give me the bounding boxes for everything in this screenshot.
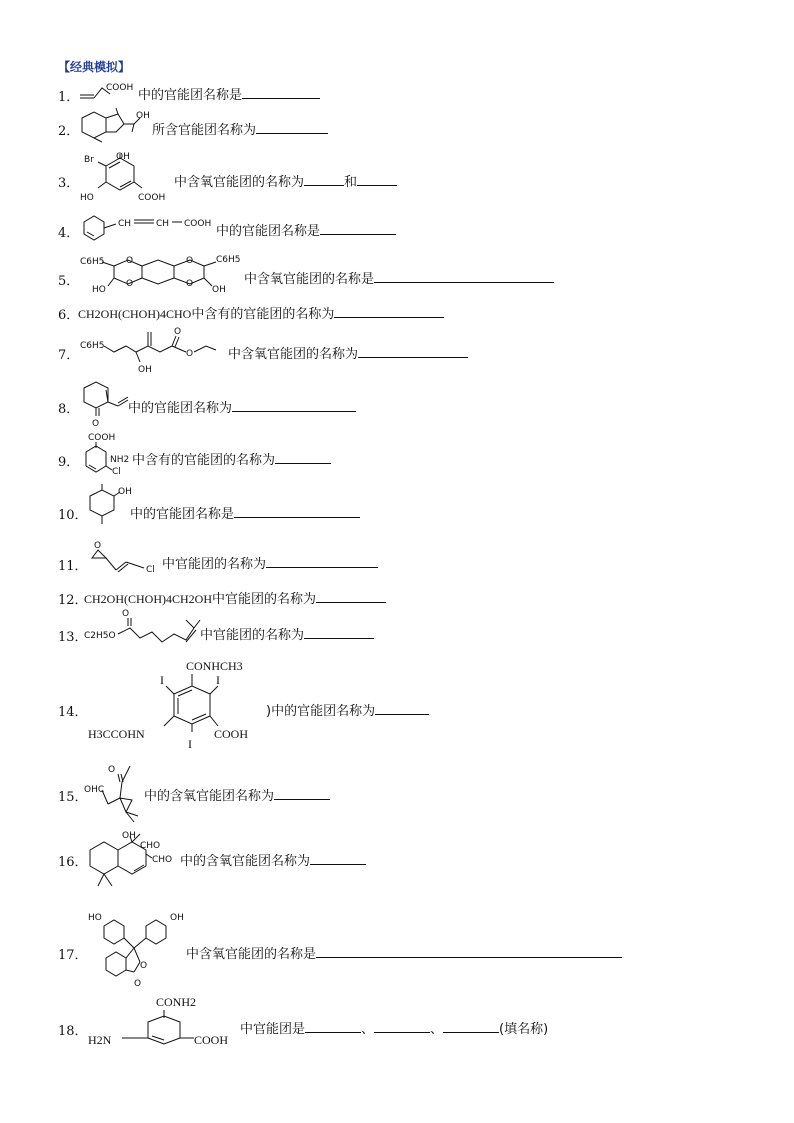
structure-q5 [78,248,248,295]
answer-blank[interactable] [274,787,330,800]
answer-blank[interactable] [334,305,444,318]
answer-blank[interactable] [304,173,344,186]
question-text-q4: 中的官能团名称是 [216,220,396,239]
question-number: 11． [58,559,88,574]
answer-blank[interactable] [304,626,374,639]
structure-q2 [76,106,156,146]
svg-text:H3CCOHN: H3CCOHN [88,727,145,741]
question-number: 17． [58,948,88,963]
structure-q13 [82,604,206,650]
answer-blank[interactable] [374,270,554,283]
svg-text:O: O [126,279,134,289]
svg-text:O: O [186,256,194,266]
answer-blank[interactable] [242,86,320,99]
svg-text:Br: Br [84,155,94,165]
svg-text:NH2: NH2 [110,455,130,465]
question-text-q15: 中的含氧官能团名称为 [144,785,330,804]
svg-text:Cl: Cl [146,565,155,575]
structure-q17 [84,906,194,992]
question-text-q16: 中的含氧官能团名称为 [180,850,366,869]
svg-text:CONH2: CONH2 [156,995,197,1009]
question-number: 16． [58,855,88,870]
answer-blank[interactable] [305,1020,361,1033]
answer-blank[interactable] [374,1020,430,1033]
answer-blank[interactable] [310,852,366,865]
formula: CH2OH(CHOH)4CH2OH [84,592,212,606]
question-number: 13． [58,630,88,645]
question-number: 18． [58,1024,88,1039]
answer-blank[interactable] [443,1020,499,1033]
structure-q15 [84,758,150,824]
structure-q7 [78,322,228,376]
answer-blank[interactable] [266,555,378,568]
svg-text:OH: OH [138,365,152,375]
question-number: 15． [58,790,88,805]
svg-text:O: O [126,256,134,266]
svg-text:HO: HO [80,193,94,203]
svg-text:C6H5: C6H5 [80,257,105,267]
structure-q3 [76,148,176,208]
svg-text:OH: OH [212,285,226,295]
structure-q11 [82,538,168,574]
question-text-q5: 中含氧官能团的名称是 [244,268,554,287]
structure-q1 [76,80,136,104]
question-number: 7． [58,348,80,363]
svg-text:C6H5: C6H5 [80,341,105,351]
question-number: 12． [58,593,88,608]
svg-text:COOH: COOH [138,193,166,203]
label: COOH [106,83,134,93]
svg-text:C2H5O: C2H5O [84,631,116,641]
question-text-q10: 中的官能团名称是 [130,503,360,522]
answer-blank[interactable] [375,702,429,715]
svg-text:COOH: COOH [184,219,212,229]
question-text-q17: 中含氧官能团的名称是 [186,943,622,962]
question-text-q8: 中的官能团名称为 [128,397,356,416]
svg-text:CONHCH3: CONHCH3 [186,659,243,673]
svg-text:HO: HO [88,913,102,923]
svg-text:OH: OH [116,152,130,162]
question-number: 10． [58,508,88,523]
structure-q16 [84,828,184,892]
structure-q4 [76,210,226,242]
svg-text:OH: OH [118,487,132,497]
question-number: 9． [58,455,80,470]
question-text-q6: CH2OH(CHOH)4CHO中含有的官能团的名称为 [78,303,444,322]
svg-text:COOH: COOH [214,727,249,741]
svg-text:O: O [186,279,194,289]
svg-text:OH: OH [136,111,150,121]
question-text-q12: CH2OH(CHOH)4CH2OH中官能团的名称为 [84,588,386,607]
svg-text:COOH: COOH [88,433,116,443]
answer-blank[interactable] [316,945,622,958]
question-text-q9: 中含有的官能团的名称为 [132,449,331,468]
svg-text:I: I [188,737,192,751]
question-number: 3． [58,176,80,191]
question-number: 8． [58,402,80,417]
answer-blank[interactable] [358,345,468,358]
svg-text:OHC: OHC [84,785,105,795]
svg-text:I: I [216,673,220,687]
answer-blank[interactable] [256,121,328,134]
question-text-q3: 中含氧官能团的名称为 和 [174,171,397,190]
svg-text:OH: OH [122,831,136,841]
question-number: 6． [58,308,80,323]
answer-blank[interactable] [320,222,396,235]
answer-blank[interactable] [316,590,386,603]
question-number: 14． [58,705,88,720]
question-number: 5． [58,274,80,289]
svg-text:C6H5: C6H5 [216,255,241,265]
svg-text:OH: OH [170,913,184,923]
question-text-q18: 中官能团是 、 、 (填名称) [240,1022,549,1037]
answer-blank[interactable] [357,173,397,186]
svg-text:CHO: CHO [140,841,161,851]
answer-blank[interactable] [234,505,360,518]
svg-text:O: O [92,419,100,429]
svg-text:I: I [160,673,164,687]
structure-q18 [84,990,244,1054]
svg-text:O: O [174,327,182,337]
question-text-q7: 中含氧官能团的名称为 [228,343,468,362]
question-text-q14: )中的官能团名称为 [266,700,429,719]
question-number: 2． [58,124,80,139]
structure-q14 [88,656,270,752]
answer-blank[interactable] [232,399,356,412]
svg-text:O: O [134,979,142,989]
svg-text:CHO: CHO [152,855,173,865]
question-number: 4． [58,226,80,241]
answer-blank[interactable] [275,451,331,464]
section-heading: 【经典模拟】 [58,60,131,74]
svg-text:Cl: Cl [112,467,121,477]
svg-text:O: O [186,349,194,359]
svg-text:O: O [108,765,116,775]
svg-text:O: O [94,541,102,551]
formula: CH2OH(CHOH)4CHO [78,307,192,321]
svg-text:COOH: COOH [194,1033,229,1047]
question-text-q11: 中官能团的名称为 [162,553,378,572]
question-text-q2: 所含官能团名称为 [152,119,328,138]
svg-text:CH: CH [118,219,132,229]
svg-text:H2N: H2N [88,1033,112,1047]
question-text-q13: 中官能团的名称为 [200,624,374,643]
svg-text:O: O [122,609,130,619]
question-text-q1: 中的官能团名称是 [138,84,320,103]
question-number: 1． [58,90,80,105]
svg-text:O: O [140,961,148,971]
svg-text:HO: HO [92,285,106,295]
svg-text:CH: CH [156,219,170,229]
